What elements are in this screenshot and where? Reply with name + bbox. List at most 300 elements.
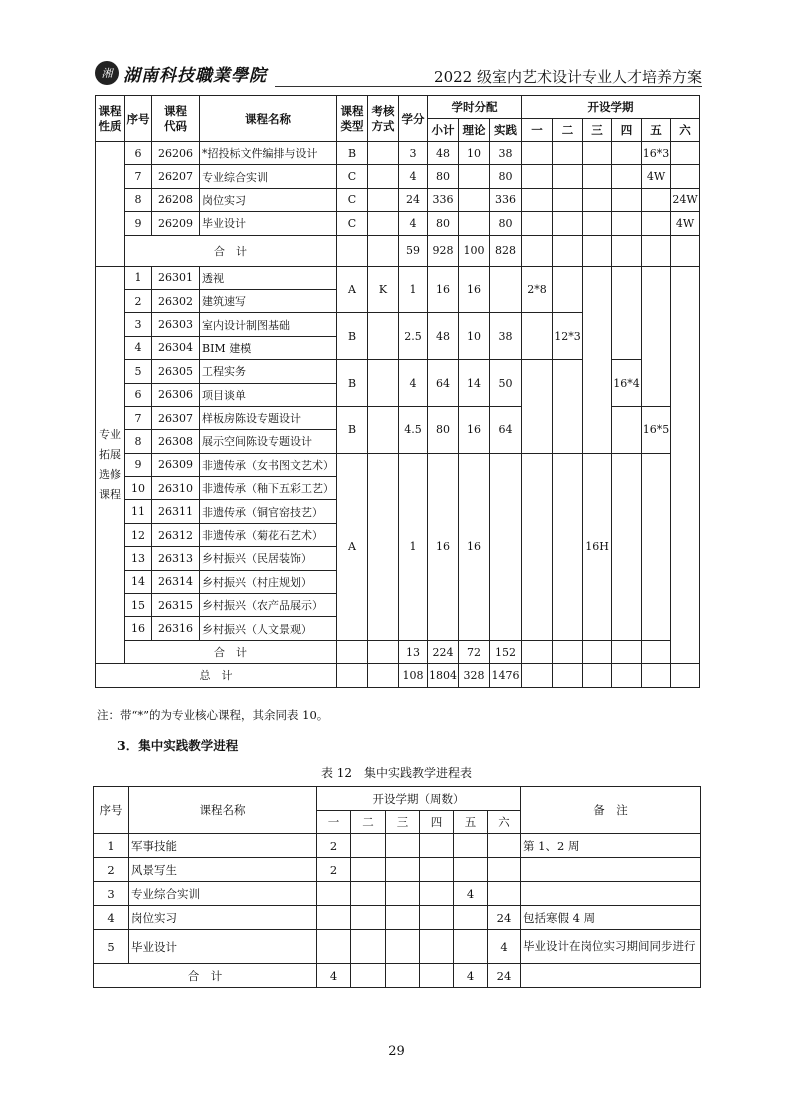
name-cell: 毕业设计 [200,212,337,235]
exam-cell [368,142,399,165]
name-cell: 岗位实习 [129,906,317,930]
code-cell: 26314 [152,570,200,593]
sem-cell [522,165,553,188]
sem-cell [671,664,700,687]
seq-cell: 7 [125,406,152,429]
week-cell [386,834,420,858]
seq-cell: 8 [125,430,152,453]
sem-cell [553,212,583,235]
header-seq: 序号 [125,96,152,142]
table-row [94,882,701,906]
header-course-type: 课程类型 [337,96,368,142]
empty-cell [337,640,368,663]
page-number: 29 [388,1044,405,1059]
sem-cell [522,142,553,165]
hours-theory-cell: 100 [459,235,490,266]
week-cell [351,906,386,930]
week-cell [454,930,488,964]
type-cell: B [337,313,368,360]
sem-cell [612,640,642,663]
sem-cell [612,406,642,453]
week-cell [351,858,386,882]
code-cell: 26308 [152,430,200,453]
seq-cell: 4 [125,336,152,359]
table-row [94,906,701,930]
header-hours-total: 小计 [428,119,459,142]
sem-cell [553,142,583,165]
sem-cell [583,165,612,188]
code-cell: 26316 [152,617,200,640]
header-hours-group: 学时分配 [428,96,522,119]
week-cell: 24 [488,964,521,988]
sem-cell [522,188,553,211]
hours-theory-cell: 10 [459,142,490,165]
week-cell [351,964,386,988]
subtotal-label: 合 计 [125,235,337,266]
week-cell [317,906,351,930]
table-row [94,930,701,964]
section-heading: 3．集中实践教学进程 [117,738,239,753]
hours-practice-cell: 80 [490,165,522,188]
total-row [94,964,701,988]
sem-cell [583,235,612,266]
hours-practice-cell: 38 [490,313,522,360]
hours-total-cell: 16 [428,453,459,640]
header-semester-1: 一 [317,811,351,834]
code-cell: 26206 [152,142,200,165]
sem-cell [612,142,642,165]
name-cell: 非遗传承（铜官窑技艺） [200,500,337,523]
name-cell: 专业综合实训 [129,882,317,906]
credit-cell: 13 [399,640,428,663]
exam-cell [368,313,399,360]
table-row [96,142,700,165]
hours-theory-cell [459,188,490,211]
empty-cell [337,235,368,266]
sem-cell [612,212,642,235]
hours-total-cell: 336 [428,188,459,211]
header-semester-1: 一 [522,119,553,142]
remark-cell [521,882,701,906]
table-note: 注：带“*”的为专业核心课程，其余同表 10。 [97,708,329,722]
hours-total-cell: 928 [428,235,459,266]
sem-cell [522,235,553,266]
empty-cell [368,664,399,687]
header-rule [275,86,702,87]
seq-cell: 1 [125,266,152,289]
week-cell [386,964,420,988]
sem-cell [583,640,612,663]
week-cell [386,858,420,882]
grand-total-label: 总 计 [96,664,337,687]
header-seq: 序号 [94,787,129,834]
sem-cell [553,453,583,640]
seq-cell: 5 [125,360,152,383]
sem-cell [583,664,612,687]
seq-cell: 8 [125,188,152,211]
sem-cell [583,212,612,235]
sem2-cell: 12*3 [553,313,583,360]
code-cell: 26310 [152,477,200,500]
sem-cell [642,664,671,687]
table-row [96,453,700,476]
code-cell: 26307 [152,406,200,429]
credit-cell: 4 [399,165,428,188]
code-cell: 26208 [152,188,200,211]
week-cell [420,858,454,882]
hours-practice-cell: 38 [490,142,522,165]
header-semester-6: 六 [671,119,700,142]
sem6-cell [671,142,700,165]
credit-cell: 4 [399,360,428,407]
sem-cell [642,640,671,663]
week-cell: 4 [454,882,488,906]
exam-cell [368,188,399,211]
hours-theory-cell [459,212,490,235]
credit-cell: 3 [399,142,428,165]
week-cell [351,882,386,906]
week-cell [454,858,488,882]
week-cell [420,964,454,988]
subtotal-row [96,235,700,266]
credit-cell: 4.5 [399,406,428,453]
hours-theory-cell: 16 [459,406,490,453]
sem-cell [671,266,700,664]
sem-cell [553,266,583,313]
subtotal-label: 合 计 [125,640,337,663]
header-semester-2: 二 [351,811,386,834]
name-cell: 建筑速写 [200,289,337,312]
sem-cell [522,453,553,640]
code-cell: 26304 [152,336,200,359]
sem-cell [612,453,642,640]
type-cell: C [337,212,368,235]
table-row [96,165,700,188]
sem-cell [553,188,583,211]
hours-total-cell: 80 [428,212,459,235]
exam-cell [368,165,399,188]
seq-cell: 9 [125,212,152,235]
table-row [96,212,700,235]
subtotal-row [96,640,700,663]
hours-theory-cell: 72 [459,640,490,663]
seq-cell: 1 [94,834,129,858]
name-cell: 岗位实习 [200,188,337,211]
header-semester-group: 开设学期（周数） [317,787,521,811]
table-row [94,834,701,858]
name-cell: 乡村振兴（人文景观） [200,617,337,640]
seq-cell: 9 [125,453,152,476]
hours-practice-cell: 336 [490,188,522,211]
seq-cell: 14 [125,570,152,593]
header-semester-5: 五 [642,119,671,142]
sem-cell [522,313,553,360]
code-cell: 26301 [152,266,200,289]
seq-cell: 2 [94,858,129,882]
page-header [95,60,702,88]
hours-theory-cell [459,165,490,188]
name-cell: 专业综合实训 [200,165,337,188]
header-semester-6: 六 [488,811,521,834]
header-semester-5: 五 [454,811,488,834]
sem-cell [642,266,671,406]
week-cell [488,834,521,858]
header-semester-group: 开设学期 [522,96,700,119]
seq-cell: 12 [125,523,152,546]
sem-cell [642,235,671,266]
seq-cell: 10 [125,477,152,500]
header-remark: 备 注 [521,787,701,834]
week-cell [488,882,521,906]
header-course-name: 课程名称 [200,96,337,142]
header-semester-3: 三 [386,811,420,834]
code-cell: 26209 [152,212,200,235]
week-cell: 2 [317,858,351,882]
code-cell: 26302 [152,289,200,312]
seq-cell: 6 [125,383,152,406]
week-cell [454,906,488,930]
code-cell: 26309 [152,453,200,476]
sem-cell [612,664,642,687]
sem-cell [612,165,642,188]
type-cell: C [337,165,368,188]
sem-cell [612,188,642,211]
hours-practice-cell: 152 [490,640,522,663]
sem-cell [583,266,612,453]
seq-cell: 2 [125,289,152,312]
credit-cell: 4 [399,212,428,235]
sem1-cell: 2*8 [522,266,553,313]
name-cell: 室内设计制图基础 [200,313,337,336]
week-cell [351,834,386,858]
sem5-cell: 16*3 [642,142,671,165]
seq-cell: 4 [94,906,129,930]
name-cell: 工程实务 [200,360,337,383]
seq-cell: 6 [125,142,152,165]
name-cell: 样板房陈设专题设计 [200,406,337,429]
type-cell: C [337,188,368,211]
practice-schedule-table [93,786,701,988]
sem-cell [553,640,583,663]
code-cell: 26305 [152,360,200,383]
hours-practice-cell: 50 [490,360,522,407]
credit-cell: 108 [399,664,428,687]
sem6-cell: 24W [671,188,700,211]
exam-cell: K [368,266,399,313]
sem-cell [522,212,553,235]
sem5-cell [642,188,671,211]
week-cell [488,858,521,882]
hours-theory-cell: 10 [459,313,490,360]
sem3-cell: 16H [583,453,612,640]
hours-total-cell: 1804 [428,664,459,687]
header-semester-2: 二 [553,119,583,142]
hours-practice-cell [490,266,522,313]
credit-cell: 59 [399,235,428,266]
sem6-cell [671,165,700,188]
sem-cell [642,453,671,640]
hours-theory-cell: 16 [459,453,490,640]
seq-cell: 3 [125,313,152,336]
header-course-code: 课程代码 [152,96,200,142]
hours-theory-cell: 16 [459,266,490,313]
type-cell: A [337,453,368,640]
header-exam-method: 考核方式 [368,96,399,142]
hours-theory-cell: 328 [459,664,490,687]
table-caption: 表 12 集中实践教学进程表 [320,766,473,780]
sem-cell [522,664,553,687]
course-plan-table [95,95,700,688]
name-cell: *招投标文件编排与设计 [200,142,337,165]
sem4-cell: 16*4 [612,360,642,407]
week-cell [317,882,351,906]
remark-cell: 毕业设计在岗位实习期间同步进行 [521,930,701,964]
seq-cell: 15 [125,594,152,617]
name-cell: 风景写生 [129,858,317,882]
document-title: 2022 级室内艺术设计专业人才培养方案 [434,68,702,86]
name-cell: 透视 [200,266,337,289]
name-cell: 乡村振兴（村庄规划） [200,570,337,593]
seq-cell: 16 [125,617,152,640]
code-cell: 26303 [152,313,200,336]
seq-cell: 5 [94,930,129,964]
header-course-nature: 课程性质 [96,96,125,142]
week-cell [317,930,351,964]
seq-cell: 11 [125,500,152,523]
header-course-name: 课程名称 [129,787,317,834]
empty-cell [368,640,399,663]
week-cell: 4 [488,930,521,964]
hours-practice-cell: 80 [490,212,522,235]
code-cell: 26306 [152,383,200,406]
table-row [96,188,700,211]
credit-cell: 24 [399,188,428,211]
sem-cell [553,235,583,266]
exam-cell [368,360,399,407]
seq-cell: 13 [125,547,152,570]
code-cell: 26315 [152,594,200,617]
sem-cell [612,266,642,360]
hours-total-cell: 16 [428,266,459,313]
week-cell [420,882,454,906]
week-cell [420,834,454,858]
empty-cell [368,235,399,266]
hours-total-cell: 224 [428,640,459,663]
hours-practice-cell: 64 [490,406,522,453]
name-cell: 非遗传承（釉下五彩工艺） [200,477,337,500]
total-label: 合 计 [94,964,317,988]
logo-seal-icon: 湘 [95,61,119,85]
code-cell: 26311 [152,500,200,523]
name-cell: 军事技能 [129,834,317,858]
name-cell: 项目谈单 [200,383,337,406]
header-semester-3: 三 [583,119,612,142]
header-credit: 学分 [399,96,428,142]
name-cell: 非遗传承（菊花石艺术） [200,523,337,546]
hours-total-cell: 48 [428,313,459,360]
code-cell: 26312 [152,523,200,546]
week-cell: 2 [317,834,351,858]
sem6-cell: 4W [671,212,700,235]
header-semester-4: 四 [612,119,642,142]
week-cell [386,882,420,906]
hours-total-cell: 80 [428,165,459,188]
table-row [96,266,700,289]
sem5-cell: 16*5 [642,406,671,453]
sem-cell [553,165,583,188]
remark-cell [521,964,701,988]
sem5-cell: 4W [642,165,671,188]
credit-cell: 1 [399,453,428,640]
course-nature-cell [96,142,125,267]
week-cell [454,834,488,858]
grand-total-row [96,664,700,687]
hours-practice-cell [490,453,522,640]
table-row [94,858,701,882]
school-logo [95,60,267,86]
remark-cell [521,858,701,882]
sem-cell [583,142,612,165]
sem-cell [583,188,612,211]
type-cell: B [337,142,368,165]
type-cell: B [337,360,368,407]
week-cell: 4 [317,964,351,988]
hours-practice-cell: 1476 [490,664,522,687]
sem-cell [522,640,553,663]
course-nature-cell: 专业拓展选修课程 [96,266,125,664]
week-cell [386,906,420,930]
hours-total-cell: 48 [428,142,459,165]
type-cell: B [337,406,368,453]
remark-cell: 包括寒假 4 周 [521,906,701,930]
school-name: 湖南科技職業學院 [123,65,267,86]
seq-cell: 3 [94,882,129,906]
name-cell: BIM 建模 [200,336,337,359]
header-hours-theory: 理论 [459,119,490,142]
week-cell [420,906,454,930]
name-cell: 非遗传承（女书图文艺术） [200,453,337,476]
exam-cell [368,406,399,453]
name-cell: 展示空间陈设专题设计 [200,430,337,453]
week-cell: 24 [488,906,521,930]
name-cell: 毕业设计 [129,930,317,964]
exam-cell [368,212,399,235]
week-cell [386,930,420,964]
seq-cell: 7 [125,165,152,188]
header-semester-4: 四 [420,811,454,834]
week-cell [351,930,386,964]
hours-practice-cell: 828 [490,235,522,266]
header-hours-practice: 实践 [490,119,522,142]
empty-cell [337,664,368,687]
remark-cell: 第 1、2 周 [521,834,701,858]
name-cell: 乡村振兴（农产品展示） [200,594,337,617]
hours-theory-cell: 14 [459,360,490,407]
week-cell: 4 [454,964,488,988]
name-cell: 乡村振兴（民居装饰） [200,547,337,570]
sem-cell [671,235,700,266]
code-cell: 26207 [152,165,200,188]
code-cell: 26313 [152,547,200,570]
sem-cell [522,360,553,454]
week-cell [420,930,454,964]
sem5-cell [642,212,671,235]
sem-cell [553,664,583,687]
sem-cell [553,360,583,454]
credit-cell: 2.5 [399,313,428,360]
type-cell: A [337,266,368,313]
exam-cell [368,453,399,640]
